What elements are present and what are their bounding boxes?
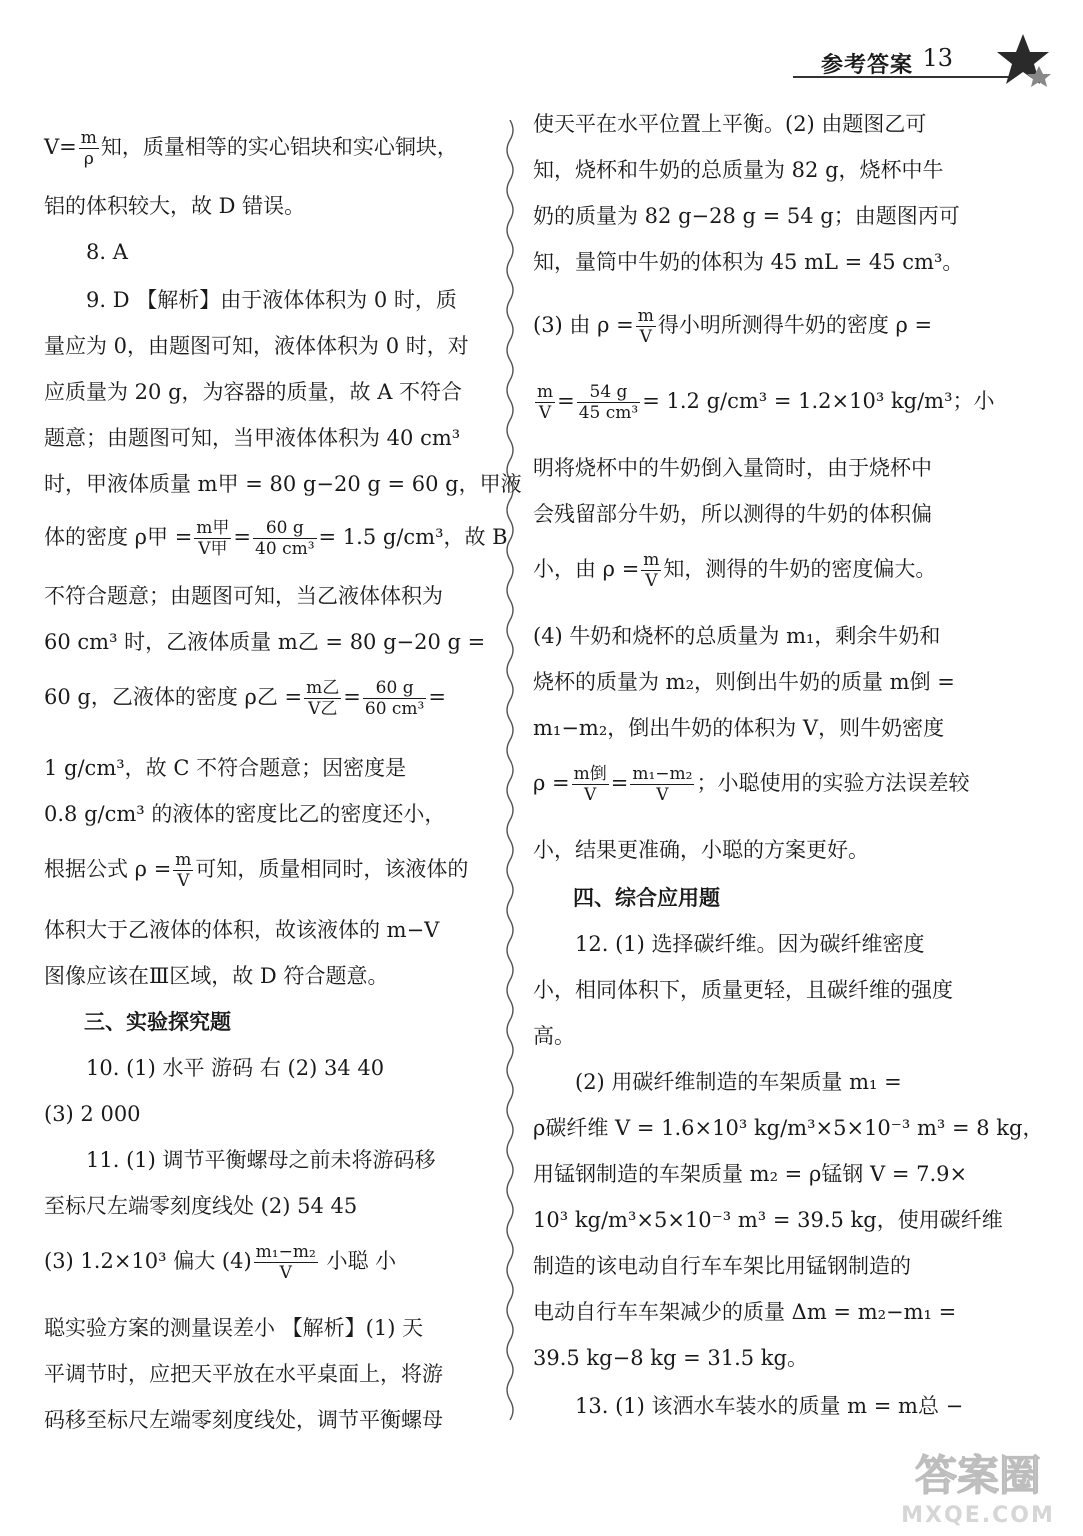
- fraction: $\frac{m}{V}$: [643, 550, 660, 591]
- column-divider: [500, 120, 520, 1420]
- watermark-logo: [883, 1440, 1073, 1530]
- text-line: 应质量为 20 g，为容器的质量，故 A 不符合: [44, 380, 463, 404]
- page-header: [753, 32, 1053, 88]
- star-icon: [993, 32, 1053, 88]
- answer-13: 13. (1) 该洒水车装水的质量 m = m总 −: [575, 1394, 964, 1418]
- page-number: 13: [922, 44, 953, 72]
- answer-9: 9. D 【解析】由于液体体积为 0 时，质: [86, 288, 457, 312]
- text-line: 电动自行车车架减少的质量 Δm = m₂−m₁ =: [533, 1300, 957, 1324]
- fraction: $\frac{m}{V}$: [537, 382, 554, 423]
- svg-text:答案圈: 答案圈: [914, 1451, 1042, 1500]
- text-line: 小，结果更准确，小聪的方案更好。: [533, 838, 869, 862]
- fraction: $\frac{\text{m₁−m₂}}{V}$: [632, 764, 693, 805]
- text-line: 奶的质量为 82 g−28 g = 54 g；由题图丙可: [533, 204, 960, 228]
- text-line: (4) 牛奶和烧杯的总质量为 m₁，剩余牛奶和: [533, 624, 941, 648]
- section-heading: 三、实验探究题: [84, 1010, 231, 1034]
- header-title: 参考答案: [820, 53, 913, 78]
- text-line: 不符合题意；由题图可知，当乙液体体积为: [44, 584, 443, 608]
- text-line: 60 g，乙液体的密度 ρ乙 = $\frac{\text{m乙}}{\text{V乙}}$ = $\frac{60 g}{\text{60 cm³}}$ =: [44, 678, 446, 719]
- fraction: $\frac{54 g}{\text{45 cm³}}$: [578, 382, 639, 423]
- text-line: 使天平在水平位置上平衡。(2) 由题图乙可: [533, 112, 927, 136]
- text-line: 量应为 0，由题图可知，液体体积为 0 时，对: [44, 334, 469, 358]
- fraction: $\frac{\text{m₁−m₂}}{V}$: [255, 1242, 316, 1283]
- answer-8: 8. A: [86, 240, 128, 264]
- text-line: 根据公式 ρ = $\frac{m}{V}$ 可知，质量相同时，该液体的: [44, 850, 469, 891]
- text-line: (3) 由 ρ = $\frac{m}{V}$ 得小明所测得牛奶的密度 ρ =: [533, 306, 933, 347]
- text-line: ρ碳纤维 V = 1.6×10³ kg/m³×5×10⁻³ m³ = 8 kg，: [533, 1116, 1044, 1140]
- text-line: 会残留部分牛奶，所以测得的牛奶的体积偏: [533, 502, 932, 526]
- text-line: 体积大于乙液体的体积，故该液体的 m−V: [44, 918, 440, 942]
- text-line: 知，量筒中牛奶的体积为 45 mL = 45 cm³。: [533, 250, 964, 274]
- text-line: 小，相同体积下，质量更轻，且碳纤维的强度: [533, 978, 953, 1002]
- text-line: ρ = $\frac{\text{m倒}}{V}$ = $\frac{\text{m₁−m₂}}{V}$ ；小聪使用的实验方法误差较: [533, 764, 970, 805]
- text-line: V= $\frac{m}{\rho}$ 知，质量相等的实心铝块和实心铜块，: [44, 128, 458, 169]
- fraction: $\frac{m}{V}$: [637, 306, 654, 347]
- text-line: 39.5 kg−8 kg = 31.5 kg。: [533, 1346, 808, 1370]
- answer-11: 11. (1) 调节平衡螺母之前未将游码移: [86, 1148, 436, 1172]
- text-line: 铝的体积较大，故 D 错误。: [44, 194, 306, 218]
- header-rule: [793, 76, 1013, 78]
- answer-12: 12. (1) 选择碳纤维。因为碳纤维密度: [575, 932, 925, 956]
- text-line: 题意；由题图可知，当甲液体体积为 40 cm³: [44, 426, 461, 450]
- text-line: 知，烧杯和牛奶的总质量为 82 g，烧杯中牛: [533, 158, 944, 182]
- fraction: $\frac{m}{V}$: [175, 850, 192, 891]
- text-line: (2) 用碳纤维制造的车架质量 m₁ =: [575, 1070, 902, 1094]
- text-line: (3) 1.2×10³ 偏大 (4) $\frac{\text{m₁−m₂}}{V}$ 小聪 小: [44, 1242, 397, 1283]
- text-line: 码移至标尺左端零刻度线处，调节平衡螺母: [44, 1408, 443, 1432]
- text-line: 明将烧杯中的牛奶倒入量筒时，由于烧杯中: [533, 456, 932, 480]
- text-line: 体的密度 ρ甲 = $\frac{\text{m甲}}{\text{V甲}}$ = $\frac{60 g}{\text{40 cm³}}$ = 1.5 g/cm³，故 B: [44, 518, 508, 559]
- text-line: 小，由 ρ = $\frac{m}{V}$ 知，测得的牛奶的密度偏大。: [533, 550, 937, 591]
- text-line: m₁−m₂，倒出牛奶的体积为 V，则牛奶密度: [533, 716, 945, 740]
- text-line: 0.8 g/cm³ 的液体的密度比乙的密度还小，: [44, 802, 446, 826]
- text-line: 时，甲液体质量 m甲 = 80 g−20 g = 60 g，甲液: [44, 472, 522, 496]
- text-line: (3) 2 000: [44, 1102, 141, 1126]
- answer-10: 10. (1) 水平 游码 右 (2) 34 40: [86, 1056, 385, 1080]
- svg-text:MXQE.COM: MXQE.COM: [901, 1503, 1055, 1528]
- text-line: 图像应该在Ⅲ区域，故 D 符合题意。: [44, 964, 389, 988]
- fraction: $\frac{\text{m甲}}{\text{V甲}}$: [196, 518, 230, 559]
- section-heading: 四、综合应用题: [573, 886, 720, 910]
- text-line: $\frac{m}{V}$ = $\frac{54 g}{\text{45 cm³}}$ = 1.2 g/cm³ = 1.2×10³ kg/m³；小: [537, 382, 995, 423]
- text-line: 至标尺左端零刻度线处 (2) 54 45: [44, 1194, 358, 1218]
- text-line: 平调节时，应把天平放在水平桌面上，将游: [44, 1362, 443, 1386]
- text-line: 用锰钢制造的车架质量 m₂ = ρ锰钢 V = 7.9×: [533, 1162, 968, 1186]
- text-line: 制造的该电动自行车车架比用锰钢制造的: [533, 1254, 911, 1278]
- fraction: $\frac{60 g}{\text{40 cm³}}$: [255, 518, 315, 559]
- fraction: $\frac{\text{m乙}}{\text{V乙}}$: [306, 678, 340, 719]
- text-line: 60 cm³ 时，乙液体质量 m乙 = 80 g−20 g =: [44, 630, 486, 654]
- fraction: $\frac{\text{m倒}}{V}$: [573, 764, 607, 805]
- text-line: 烧杯的质量为 m₂，则倒出牛奶的质量 m倒 =: [533, 670, 955, 694]
- text-line: 10³ kg/m³×5×10⁻³ m³ = 39.5 kg，使用碳纤维: [533, 1208, 1003, 1232]
- text-line: 高。: [533, 1024, 575, 1048]
- fraction: $\frac{m}{\rho}$: [80, 128, 97, 169]
- fraction: $\frac{60 g}{\text{60 cm³}}$: [364, 678, 425, 719]
- text-line: 1 g/cm³，故 C 不符合题意；因密度是: [44, 756, 407, 780]
- text-line: 聪实验方案的测量误差小 【解析】(1) 天: [44, 1316, 424, 1340]
